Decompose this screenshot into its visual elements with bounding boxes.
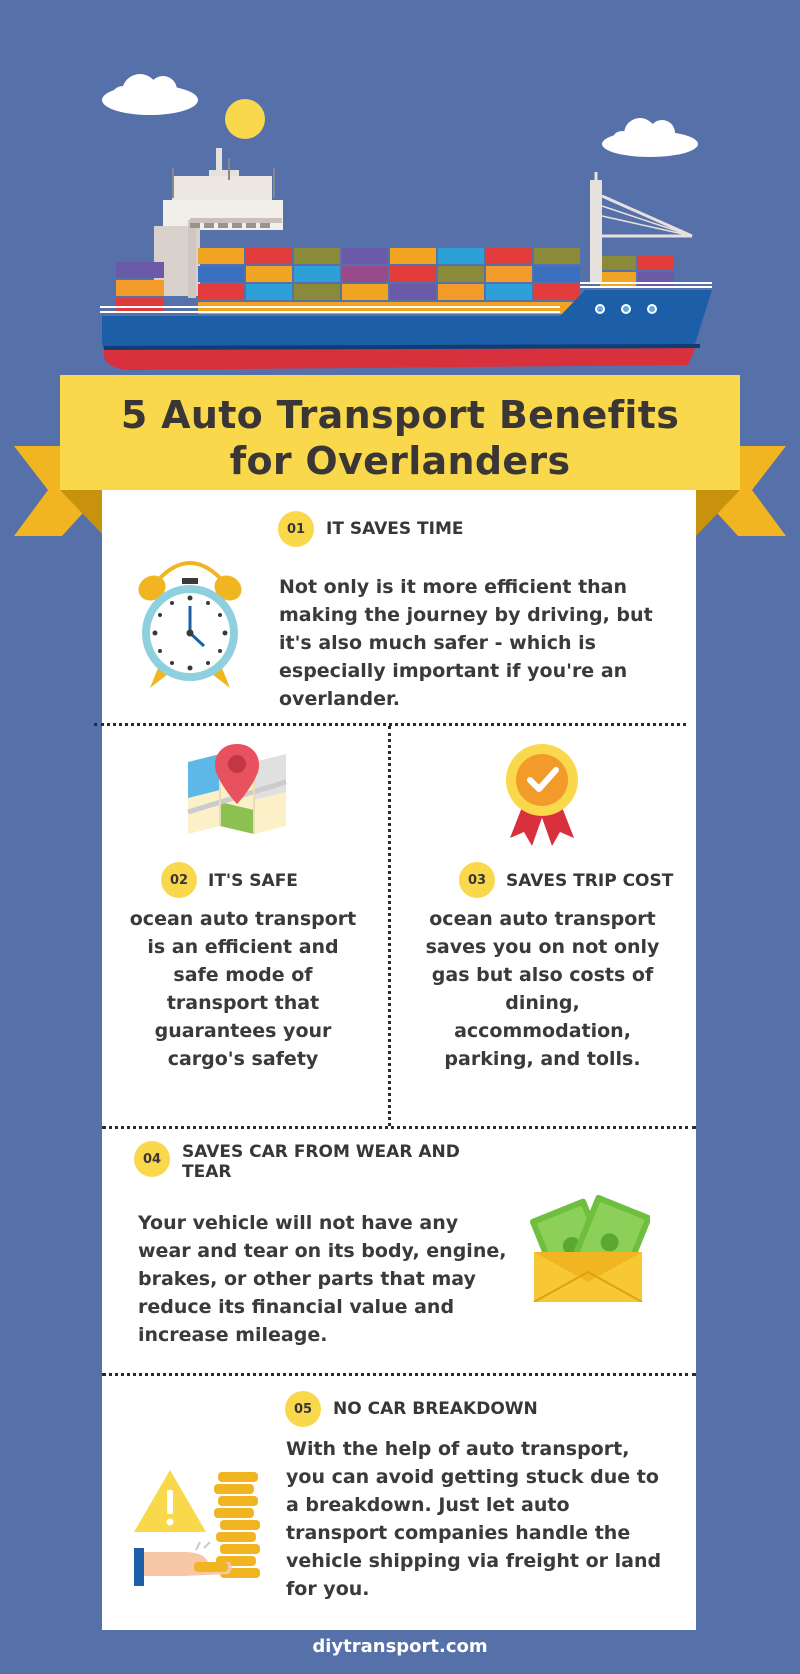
benefit-heading: SAVES CAR FROM WEAR AND TEAR [182, 1142, 460, 1182]
alarm-clock-icon [130, 548, 250, 692]
benefit-heading: NO CAR BREAKDOWN [333, 1399, 538, 1419]
benefit-heading: IT'S SAFE [208, 871, 298, 891]
benefit-heading: IT SAVES TIME [326, 519, 464, 539]
ship-illustration [0, 0, 800, 380]
page-title-line2: for Overlanders [229, 439, 571, 483]
map-pin-icon [182, 742, 292, 842]
benefit-text: ocean auto transport is an efficient and safe mode of transport that guarantees your cargo's safety [129, 908, 357, 1070]
divider [102, 1126, 696, 1129]
benefit-text: ocean auto transport saves you on not only gas but also costs of dining, accommodation, parking, and tolls. [425, 908, 660, 1070]
benefit-text: Your vehicle will not have any wear and tear on its body, engine, brakes, or other parts that may reduce its financial value and increase mileage. [138, 1212, 507, 1346]
divider [388, 726, 391, 1126]
benefit-number-badge: 01 [278, 511, 314, 547]
benefit-heading: SAVES TRIP COST [506, 871, 674, 891]
divider [102, 1373, 696, 1376]
benefit-number-badge: 05 [285, 1391, 321, 1427]
benefit-text: With the help of auto transport, you can avoid getting stuck due to a breakdown. Just let auto transport companies handle the vehicle shipping via freight or land for you. [286, 1438, 662, 1600]
benefit-number-badge: 04 [134, 1141, 170, 1177]
sun-icon [225, 99, 265, 139]
page-title-line1: 5 Auto Transport Benefits [120, 393, 680, 437]
benefit-number-badge: 02 [161, 862, 197, 898]
footer-site-link[interactable]: diytransport.com [312, 1636, 488, 1657]
cloud-left-icon [102, 74, 198, 115]
cloud-right-icon [602, 118, 698, 157]
page-title [60, 392, 740, 484]
benefit-number-badge: 03 [459, 862, 495, 898]
benefit-text: Not only is it more efficient than making the journey by driving, but it's also much safer - which is especially important if you're an overlander. [279, 576, 653, 710]
award-ribbon-icon [500, 742, 584, 846]
money-envelope-icon [530, 1186, 650, 1302]
warning-coins-icon [134, 1466, 266, 1590]
